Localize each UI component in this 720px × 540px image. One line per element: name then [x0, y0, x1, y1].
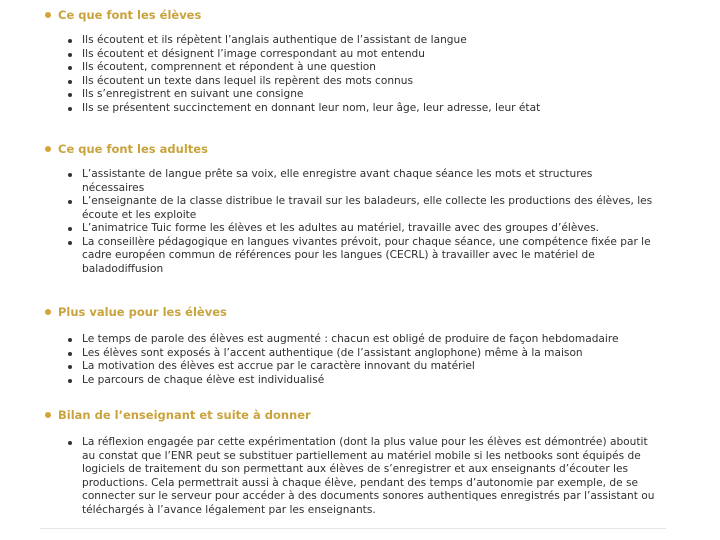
- section-title: Plus value pour les élèves: [58, 305, 227, 319]
- section-bullet-icon: [45, 12, 51, 18]
- list-item: Ils écoutent, comprennent et répondent à une question: [40, 61, 656, 75]
- list-item: L’enseignante de la classe distribue le travail sur les baladeurs, elle collecte les productions des élèves, les écoute et les exploite: [40, 195, 656, 222]
- list-item: La motivation des élèves est accrue par le caractère innovant du matériel: [40, 360, 656, 374]
- list-item: Le parcours de chaque élève est individualisé: [40, 374, 656, 388]
- section-list: [40, 168, 656, 276]
- list-item: Les élèves sont exposés à l’accent authentique (de l’assistant anglophone) même à la maison: [40, 347, 656, 361]
- section-list: [40, 34, 656, 115]
- section-title: Ce que font les élèves: [58, 8, 202, 22]
- list-item: Ils écoutent et désignent l’image correspondant au mot entendu: [40, 48, 656, 62]
- section-title: Ce que font les adultes: [58, 142, 208, 156]
- section-list: [40, 436, 656, 517]
- list-item: Ils écoutent et ils répètent l’anglais authentique de l’assistant de langue: [40, 34, 656, 48]
- section-bullet-icon: [45, 412, 51, 418]
- list-item: La conseillère pédagogique en langues vivantes prévoit, pour chaque séance, une compétence fixée par le cadre européen commun de références pour les langues (CECRL) à travailler avec le matériel de baladodiffusion: [40, 236, 656, 277]
- list-item: Ils écoutent un texte dans lequel ils repèrent des mots connus: [40, 75, 656, 89]
- section-title: Bilan de l’enseignant et suite à donner: [58, 408, 311, 422]
- section-bullet-icon: [45, 309, 51, 315]
- section-heading: [40, 7, 201, 23]
- section-list: [40, 333, 656, 387]
- section-bullet-icon: [45, 146, 51, 152]
- section-heading: [40, 407, 311, 423]
- list-item: L’animatrice Tuic forme les élèves et les adultes au matériel, travaille avec des groupes d’élèves.: [40, 222, 656, 236]
- section-heading: [40, 304, 227, 320]
- list-item: Le temps de parole des élèves est augmenté : chacun est obligé de produire de façon hebdomadaire: [40, 333, 656, 347]
- list-item: L’assistante de langue prête sa voix, elle enregistre avant chaque séance les mots et structures nécessaires: [40, 168, 656, 195]
- list-item: La réflexion engagée par cette expérimentation (dont la plus value pour les élèves est démontrée) aboutit au constat que l’ENR peut se substituer partiellement au matériel mobile si les netbooks sont équipés de logiciels de traitement du son permettant aux élèves de s’enregistrer et aux enseignants d’écouter les productions. Cela permettrait aussi à chaque élève, pendant des temps d’autonomie par exemple, de se connecter sur le serveur pour accéder à des documents sonores authentiques enregistrés par l’assistant ou téléchargés à l’avance légalement par les enseignants.: [40, 436, 656, 517]
- list-item: Ils se présentent succinctement en donnant leur nom, leur âge, leur adresse, leur état: [40, 102, 656, 116]
- section-heading: [40, 141, 208, 157]
- document-page: [40, 0, 666, 529]
- list-item: Ils s’enregistrent en suivant une consigne: [40, 88, 656, 102]
